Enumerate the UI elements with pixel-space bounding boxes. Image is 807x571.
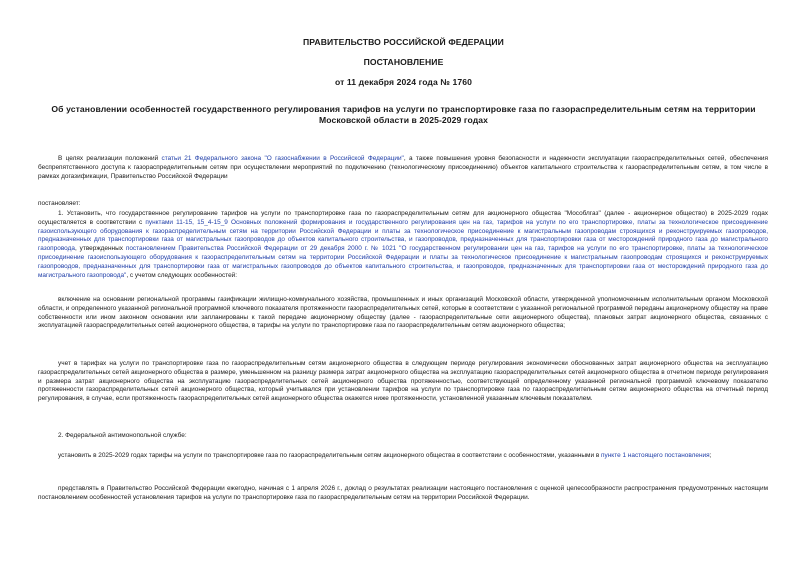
intro-text-start: В целях реализации положений bbox=[58, 155, 162, 162]
item-2-set-text-end: ; bbox=[709, 452, 712, 459]
item-2-subparagraph-report: представлять в Правительство Российской Федерации ежегодно, начиная с 1 апреля 2026 г., доклад о результатах реализации настоящего постановления с оценкой целесообразности распространения предусмотренных настоящим постановлением особенностей установления тарифов на услуги по транспортировке газа по газораспределительным сетям на территории Российской Федерации. bbox=[38, 485, 768, 501]
item-1-text-mid: , утвержденных bbox=[74, 245, 126, 253]
intro-text-end: , а также повышения уровня безопасности и надежности эксплуатации газораспределительных сетей, обеспечения беспрепятственного доступа к газораспределительным сетям при осуществлении мероприятий по подключению (технологическому присоединению) объектов капитального строительства к газораспределительным сетям, в том числе в рамках догазификации, Правительство Российской Федерации bbox=[38, 155, 768, 180]
item-1-text-start: 1. Установить, что государственное регулирование тарифов на услуги по транспортировке газа по газораспределительным сетям для акционерного общества "Мособлгаз" (далее - акционерное общество) в 2025-2029 годах осуществляется в соответствии с bbox=[38, 210, 768, 226]
intro-paragraph bbox=[38, 155, 768, 181]
item-1-paragraph bbox=[38, 210, 768, 280]
item-1-text-end: , с учетом следующих особенностей: bbox=[126, 271, 238, 279]
government-resolution-link[interactable]: постановлением Правительства Российской Федерации от 29 декабря 2000 г. № 1021 "О государственном регулировании цен на газ, тарифов на услуги по его транспортировке, платы за технологическое присоединение газоиспользующего оборудования к газораспределительным сетям на территории Российской Федерации и платы за технологическое присоединение к магистральным газопроводам строящихся и реконструируемых газопроводов, предназначенных для транспортировки газа от магистральных газопроводов до объектов капитального строительства, и газопроводов, предназначенных для транспортировки газа от месторождений природного газа до магистрального газопровода" bbox=[38, 245, 768, 279]
item-2-set-text-start: установить в 2025-2029 годах тарифы на услуги по транспортировке газа по газораспределительным сетям акционерного общества в соответствии с особенностями, указанными в bbox=[58, 452, 602, 459]
item-2-heading: 2. Федеральной антимонопольной службе: bbox=[58, 432, 187, 439]
item-1-reference-link[interactable]: пункте 1 настоящего постановления bbox=[601, 452, 710, 459]
resolves-line: постановляет: bbox=[38, 200, 81, 207]
document-type-heading: ПОСТАНОВЛЕНИЕ bbox=[363, 57, 444, 67]
basic-provisions-link[interactable]: пунктами 11-15, 15_4-15_9 Основных положений формирования и государственного регулирования цен на газ, тарифов на услуги по его транспортировке, платы за технологическое присоединение газоиспользующего оборудования к газораспределительным сетям на территории Российской Федерации и платы за технологическое присоединение к магистральным газопроводам строящихся и реконструируемых газопроводов, предназначенных для транспортировки газа от магистральных газопроводов до объектов капитального строительства, и газопроводов, предназначенных для транспортировки газа от месторождений природного газа до магистрального газопровода bbox=[38, 218, 768, 253]
issuer-heading: ПРАВИТЕЛЬСТВО РОССИЙСКОЙ ФЕДЕРАЦИИ bbox=[303, 37, 504, 47]
item-2-subparagraph-set-tariffs bbox=[38, 452, 768, 461]
date-number-heading: от 11 декабря 2024 года № 1760 bbox=[334, 77, 473, 87]
document-title: Об установлении особенностей государственного регулирования тарифов на услуги по транспортировке газа по газораспределительным сетям на территории Московской области в 2025-2029 годах bbox=[51, 104, 756, 125]
item-1-subparagraph-inclusion: включение на основании региональной программы газификации жилищно-коммунального хозяйства, промышленных и иных организаций Московской области, утвержденной уполномоченным исполнительным органом Московской области, и определенного указанной региональной программой ключевого показателя протяженности газораспределительных сетей, которые в соответствии с указанной региональной программой переданы акционерному обществу на праве собственности или ином законном основании или запланированы к такой передаче акционерному обществу (далее - газораспределительные сети акционерного общества), плановых затрат акционерного общества, связанных с эксплуатацией газораспределительных сетей акционерного общества, в тарифы на услуги по транспортировке газа по газораспределительным сетям акционерного общества; bbox=[38, 296, 768, 330]
item-1-subparagraph-accounting: учет в тарифах на услуги по транспортировке газа по газораспределительным сетям акционерного общества в следующем периоде регулирования экономически обоснованных затрат акционерного общества на эксплуатацию газораспределительных сетей акционерного общества в размере, уменьшенном на разницу размера затрат акционерного общества на эксплуатацию газораспределительных сетей акционерного общества в отчетном периоде регулирования и размера затрат акционерного общества на эксплуатацию газораспределительных сетей акционерного общества протяженностью, соответствующей определенному указанной региональной программой ключевому показателю протяженности газораспределительных сетей акционерного общества, который учитывался при установлении тарифов на услуги по транспортировке газа по газораспределительным сетям акционерного общества на отчетный период регулирования, в случае, если протяженность газораспределительных сетей акционерного общества окажется ниже протяженности, установленной указанным ключевым показателем. bbox=[38, 360, 768, 403]
law-article-link[interactable]: статьи 21 Федерального закона "О газоснабжении в Российской Федерации" bbox=[161, 155, 404, 162]
